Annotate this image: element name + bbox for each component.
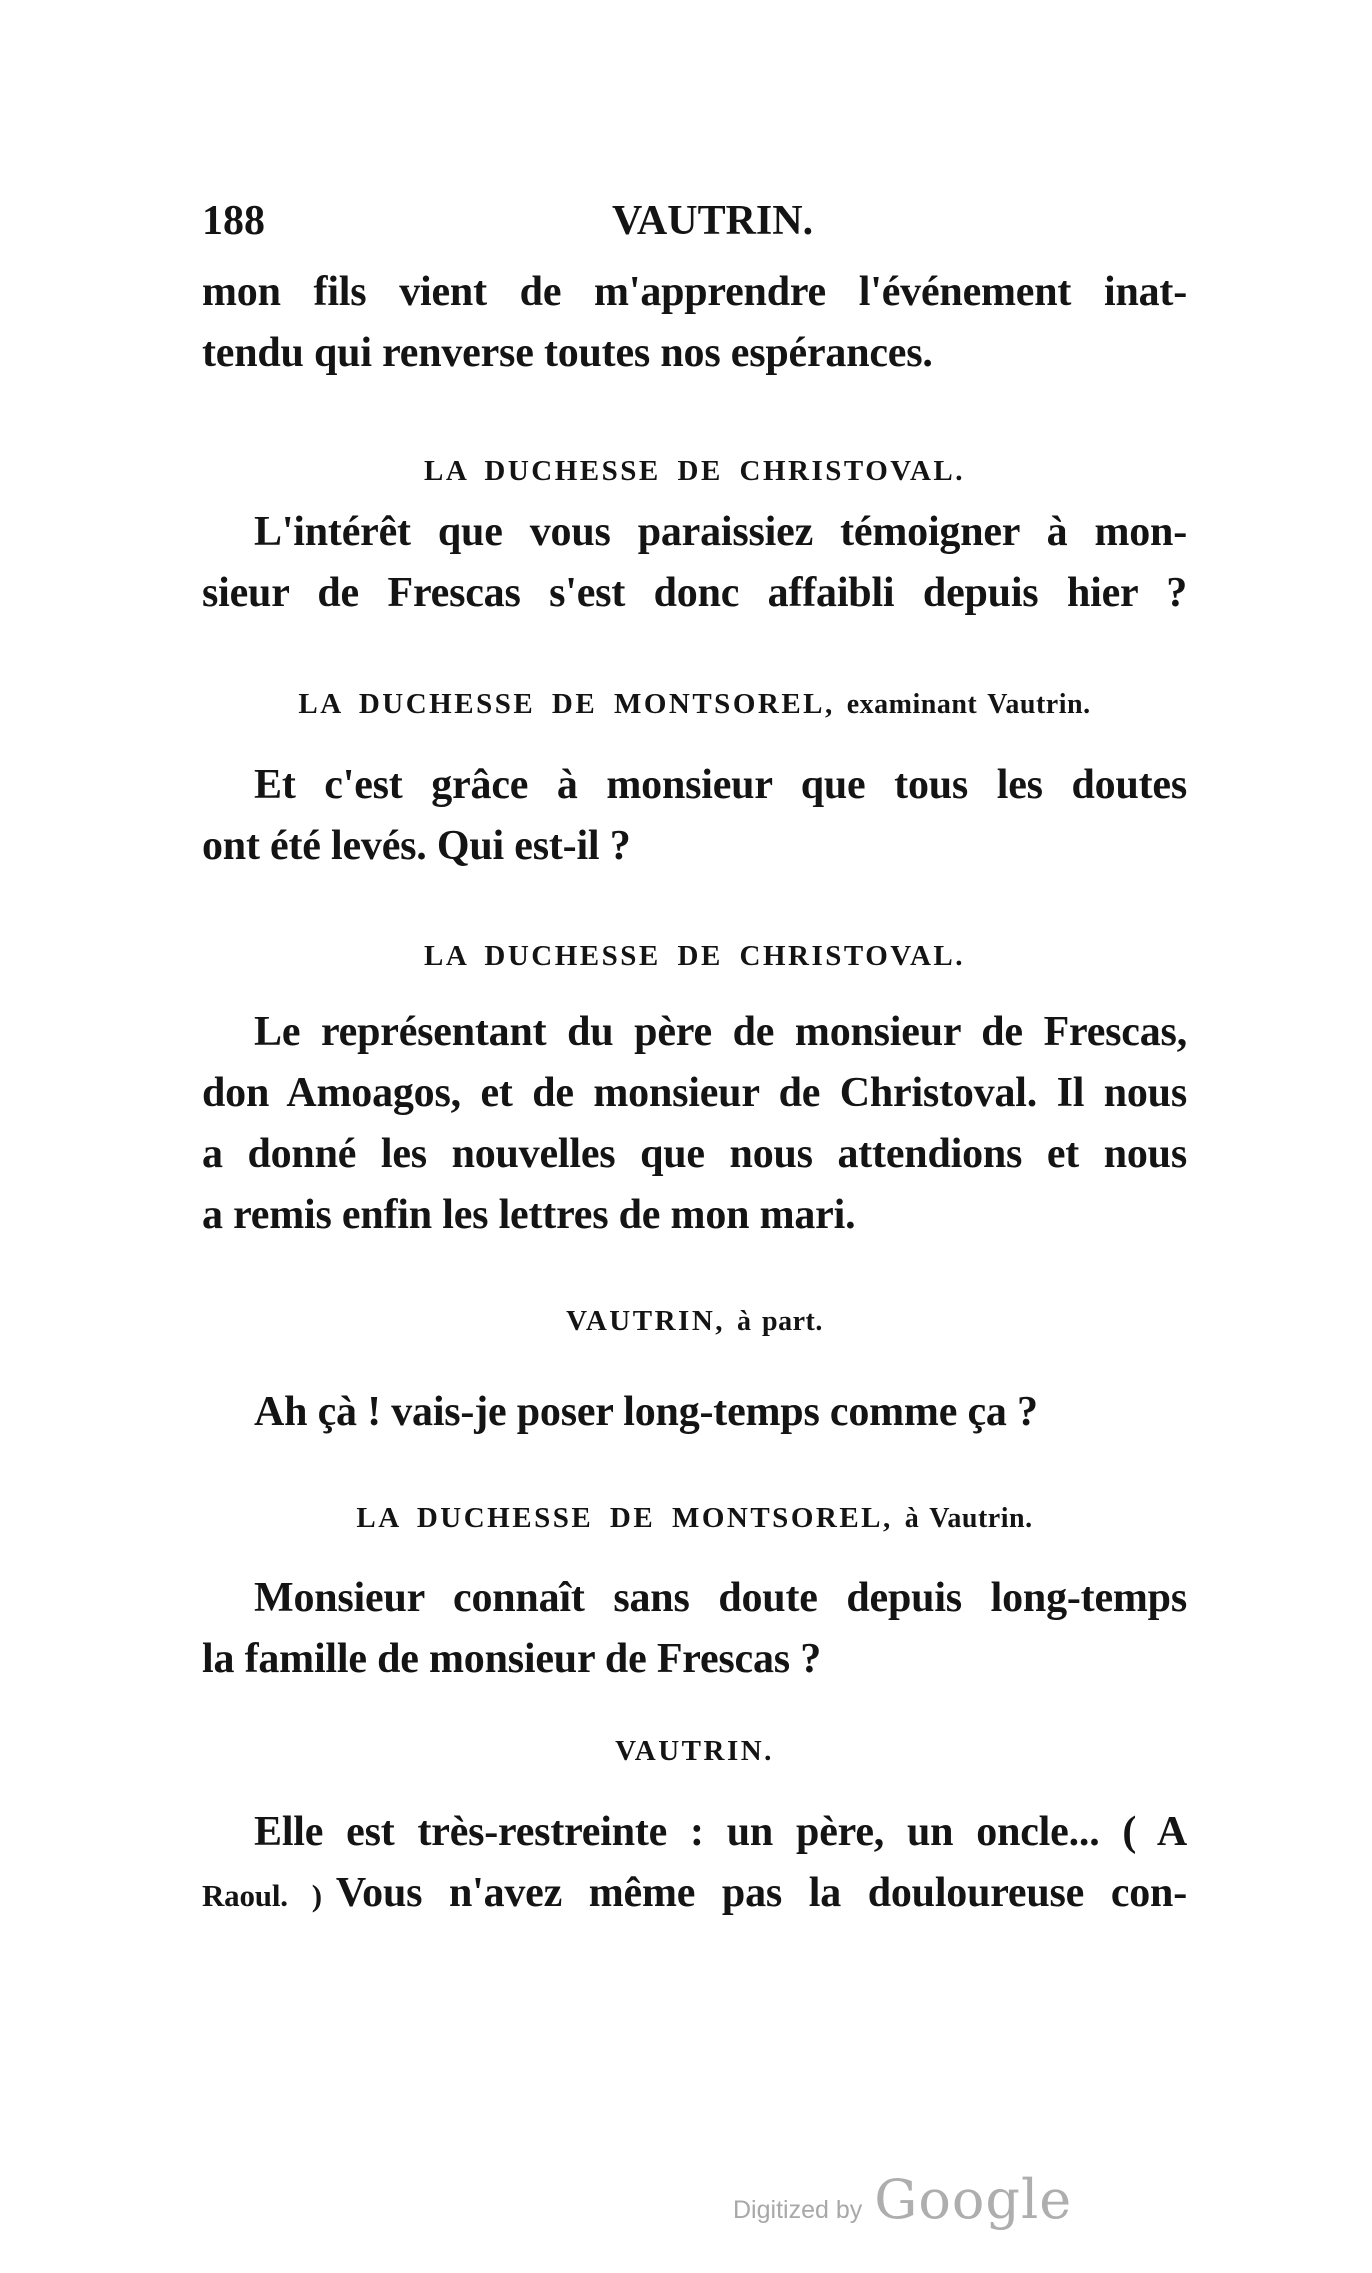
speech-paragraph xyxy=(202,1382,1187,1443)
stage-direction: à Vautrin. xyxy=(904,1503,1033,1534)
text-line: Et c'est grâce à monsieur que tous les doutes xyxy=(254,762,1187,808)
speech-paragraph xyxy=(202,502,1187,624)
text-line: sieur de Frescas s'est donc affaibli depuis hier ? xyxy=(202,570,1187,616)
stage-direction-inline: Raoul. ) xyxy=(202,1878,322,1913)
speaker-name: LA DUCHESSE DE CHRISTOVAL. xyxy=(423,940,966,972)
speaker-heading xyxy=(202,684,1187,725)
google-logo: Google xyxy=(874,2168,1073,2231)
text-line: Ah çà ! vais-je poser long-temps comme ça ? xyxy=(254,1389,1038,1435)
speaker-name: LA DUCHESSE DE MONTSOREL, xyxy=(298,688,835,720)
digitized-by-label: Digitized by xyxy=(733,2196,863,2224)
speaker-heading xyxy=(202,936,1187,977)
text-line: don Amoagos, et de monsieur de Christoval. Il nous xyxy=(202,1070,1187,1116)
speech-paragraph xyxy=(202,1568,1187,1690)
text-segment: Vous n'avez même pas la douloureuse con- xyxy=(335,1870,1188,1916)
speaker-name: LA DUCHESSE DE CHRISTOVAL. xyxy=(423,455,966,487)
speaker-name: LA DUCHESSE DE MONTSOREL, xyxy=(356,1502,893,1534)
stage-direction: à part. xyxy=(737,1306,823,1337)
speaker-name: VAUTRIN. xyxy=(615,1735,774,1767)
speaker-heading xyxy=(202,1498,1187,1539)
continuation-paragraph xyxy=(202,262,1187,384)
speaker-name: VAUTRIN, xyxy=(566,1305,726,1337)
stage-direction: examinant Vautrin. xyxy=(846,689,1091,720)
speaker-heading xyxy=(202,1731,1187,1772)
text-line: a remis enfin les lettres de mon mari. xyxy=(202,1192,856,1238)
text-line: mon fils vient de m'apprendre l'événement inat- xyxy=(202,269,1187,315)
speech-paragraph xyxy=(202,755,1187,877)
text-line: L'intérêt que vous paraissiez témoigner à mon- xyxy=(254,509,1187,555)
running-title: VAUTRIN. xyxy=(612,198,814,244)
speech-paragraph xyxy=(202,1802,1187,1926)
text-line xyxy=(202,1863,1187,1926)
text-line: Le représentant du père de monsieur de Frescas, xyxy=(254,1009,1187,1055)
text-line: Elle est très-restreinte : un père, un oncle... ( A xyxy=(254,1809,1187,1855)
speech-paragraph xyxy=(202,1002,1187,1246)
text-line: tendu qui renverse toutes nos espérances. xyxy=(202,330,933,376)
page-number: 188 xyxy=(202,198,265,244)
digitization-watermark xyxy=(733,2168,1072,2231)
speaker-heading xyxy=(202,1301,1187,1342)
speaker-heading xyxy=(202,451,1187,492)
text-line: la famille de monsieur de Frescas ? xyxy=(202,1636,822,1682)
text-line: Monsieur connaît sans doute depuis long-temps xyxy=(254,1575,1187,1621)
text-line: a donné les nouvelles que nous attendions et nous xyxy=(202,1131,1187,1177)
text-line: ont été levés. Qui est-il ? xyxy=(202,823,631,869)
